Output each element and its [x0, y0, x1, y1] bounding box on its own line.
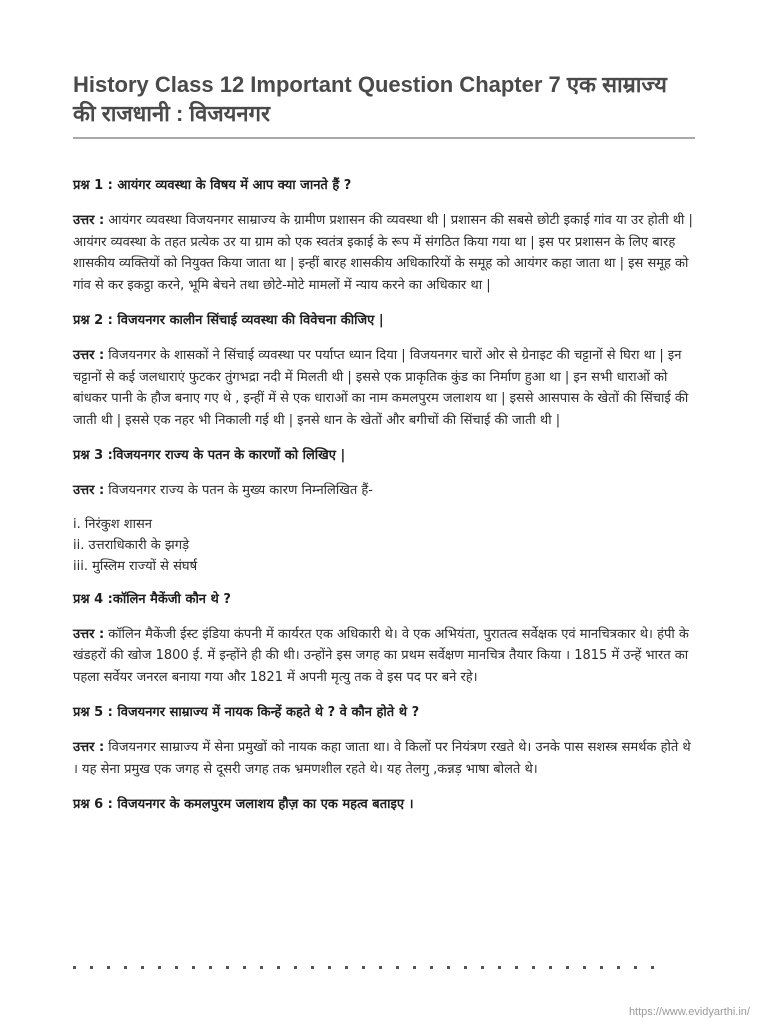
title-divider	[73, 137, 695, 139]
list-item: ii. उत्तराधिकारी के झगड़े	[73, 537, 190, 553]
answer-label: उत्तर :	[73, 483, 105, 498]
question-4: प्रश्न 4 :कॉलिन मैकेंजी कौन थे ?	[73, 591, 231, 607]
answer-label: उत्तर :	[73, 740, 105, 755]
question-3: प्रश्न 3 :विजयनगर राज्य के पतन के कारणों को लिखिए |	[73, 448, 346, 463]
question-5: प्रश्न 5 : विजयनगर साम्राज्य में नायक किन्हें कहते थे ? वे कौन होते थे ?	[73, 705, 420, 720]
list-item: iii. मुस्लिम राज्यों से संघर्ष	[73, 558, 198, 574]
answer-3	[73, 480, 695, 502]
list-item: i. निरंकुश शासन	[73, 516, 152, 532]
answer-3-text: विजयनगर राज्य के पतन के मुख्य कारण निम्नलिखित हैं-	[108, 483, 373, 498]
answer-label: उत्तर :	[73, 348, 105, 363]
answer-1	[73, 210, 695, 296]
answer-1-text: आयंगर व्यवस्था विजयनगर साम्राज्य के ग्रामीण प्रशासन की व्यवस्था थी | प्रशासन की सबसे छोटी इकाई गांव या उर होती थी | आयंगर व्यवस्था के तहत प्रत्येक उर या ग्राम को एक स्वतंत्र इकाई के रूप में संगठित किया गया था | इस पर प्रशासन के लिए बारह शासकीय व्यक्तियों को नियुक्त किया जाता था | इन्हीं बारह शासकीय अधिकारियों के समूह को आयंगर कहा जाता था | इस समूह को गांव से कर इकट्ठा करने, भूमि बेचने तथा छोटे-मोटे मामलों में न्याय करने का अधिकार था |	[73, 213, 693, 293]
answer-5-text: विजयनगर साम्राज्य में सेना प्रमुखों को नायक कहा जाता था। वे किलों पर नियंत्रण रखते थे। उनके पास सशस्त्र समर्थक होते थे । यह सेना प्रमुख एक जगह से दूसरी जगह तक भ्रमणशील रहते थे। यह तेलगु ,कन्नड़ भाषा बोलते थे।	[73, 740, 691, 777]
answer-2-text: विजयनगर के शासकों ने सिंचाई व्यवस्था पर पर्याप्त ध्यान दिया | विजयनगर चारों ओर से ग्रेनाइट की चट्टानों से घिरा था | इन चट्टानों से कई जलधाराएं फुटकर तुंगभद्रा नदी में मिलती थी | इससे एक प्राकृतिक कुंड का निर्माण हुआ था | इन सभी धाराओं को बांधकर पानी के हौज बनाए गए थे , इन्हीं में से एक धाराओं का नाम कमलपुरम जलाशय था | इससे आसपास के खेतों की सिंचाई की जाती थी | इससे एक नहर भी निकाली गई थी | इनसे धान के खेतों और बगीचों की सिंचाई की जाती थी |	[73, 348, 689, 428]
answer-5	[73, 737, 695, 780]
answer-2	[73, 345, 695, 431]
decline-reasons-list	[73, 514, 695, 577]
answer-label: उत्तर :	[73, 626, 105, 642]
answer-4	[73, 624, 695, 689]
source-url: https://www.evidyarthi.in/	[628, 1006, 750, 1018]
answer-label: उत्तर :	[73, 213, 105, 228]
question-6: प्रश्न 6 : विजयनगर के कमलपुरम जलाशय हौज़ का एक महत्व बताइए ।	[73, 797, 414, 812]
question-2: प्रश्न 2 : विजयनगर कालीन सिंचाई व्यवस्था की विवेचना कीजिए |	[73, 313, 384, 328]
question-1: प्रश्न 1 : आयंगर व्यवस्था के विषय में आप क्या जानते हैं ?	[73, 178, 352, 193]
answer-4-text: कॉलिन मैकेंजी ईस्ट इंडिया कंपनी में कार्यरत एक अधिकारी थे। वे एक अभियंता, पुरातत्व सर्वेक्षक एवं मानचित्रकार थे। हंपी के खंडहरों की खोज 1800 ई. में इन्होंने ही की थी। उन्होंने इस जगह का प्रथम सर्वेक्षण मानचित्र तैयार किया । 1815 में उन्हें भारत का पहला सर्वेयर जनरल बनाया गया और 1821 में अपनी मृत्यु तक वे इस पद पर बने रहे।	[73, 626, 689, 685]
page-title: History Class 12 Important Question Chapter 7 एक साम्राज्य की राजधानी : विजयनगर	[73, 72, 667, 126]
cut-off-text-line	[73, 966, 695, 974]
document-page	[73, 70, 695, 829]
